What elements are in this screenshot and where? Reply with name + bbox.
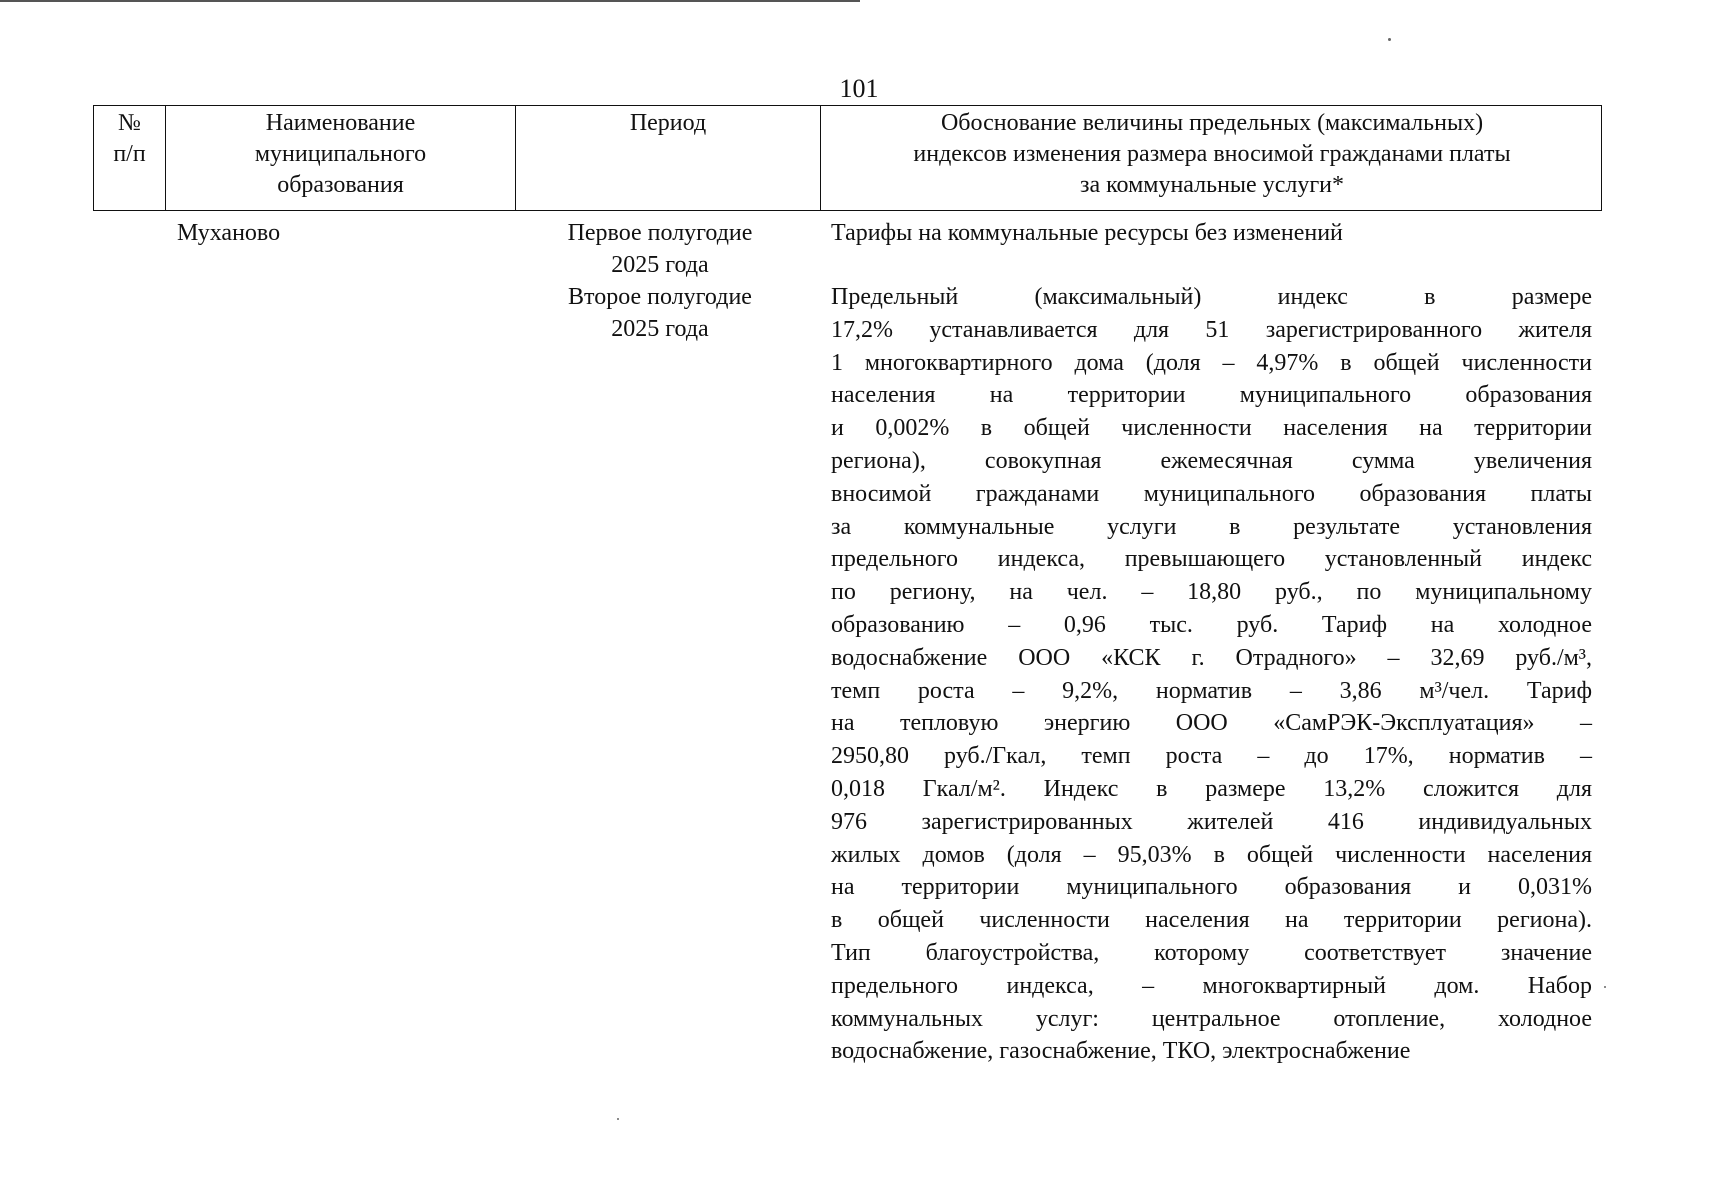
scan-speck <box>1604 986 1606 988</box>
justification-line <box>831 347 1592 380</box>
header-number-line: № <box>118 110 141 136</box>
justification-line <box>831 740 1592 773</box>
justification-line <box>831 609 1592 642</box>
page-number: 101 <box>839 74 879 103</box>
justification-line <box>831 707 1592 740</box>
header-justification-line: за коммунальные услуги* <box>1079 172 1345 198</box>
justification-line <box>831 839 1592 872</box>
justification-line-text: Тип благоустройства, которому соответствует значение <box>831 939 1592 966</box>
justification-line <box>831 642 1592 675</box>
header-municipality-line: муниципального <box>254 141 427 167</box>
justification-line <box>831 412 1592 445</box>
justification-line-text: за коммунальные услуги в результате установления <box>831 513 1592 540</box>
justification-line <box>831 1035 1592 1068</box>
justification-line <box>831 970 1592 1003</box>
justification-line <box>831 281 1592 314</box>
justification-line <box>831 445 1592 478</box>
header-municipality-line: Наименование <box>265 110 416 136</box>
justification-line-text: по региону, на чел. – 18,80 руб., по муниципальному <box>831 579 1592 606</box>
period-line: Первое полугодие <box>567 220 753 246</box>
justification-line-text: вносимой гражданами муниципального образования платы <box>831 480 1592 507</box>
justification-line <box>831 1003 1592 1036</box>
justification-line-text: 2950,80 руб./Гкал, темп роста – до 17%, норматив – <box>831 743 1592 770</box>
period-line: 2025 года <box>611 252 709 278</box>
justification-line-text: предельного индекса, – многоквартирный дом. Набор <box>831 972 1592 999</box>
period-first-half <box>550 217 770 281</box>
header-justification <box>821 106 1603 210</box>
municipality-name: Муханово <box>177 220 281 246</box>
justification-line <box>831 871 1592 904</box>
justification-line <box>831 937 1592 970</box>
justification-line-text: в общей численности населения на территории региона). <box>831 907 1592 934</box>
justification-line-text: жилых домов (доля – 95,03% в общей численности населения <box>831 841 1592 868</box>
header-justification-line: индексов изменения размера вносимой гражданами платы <box>913 141 1511 167</box>
period-line: 2025 года <box>611 316 709 342</box>
scan-speck <box>1388 38 1391 41</box>
justification-second-half <box>831 281 1592 1068</box>
justification-line-text: 976 зарегистрированных жителей 416 индивидуальных <box>831 808 1592 835</box>
justification-line <box>831 478 1592 511</box>
header-justification-line: Обоснование величины предельных (максимальных) <box>940 110 1484 136</box>
justification-line-text: и 0,002% в общей численности населения на территории <box>831 415 1592 442</box>
justification-line <box>831 675 1592 708</box>
justification-line-text: 1 многоквартирного дома (доля – 4,97% в общей численности <box>831 349 1592 376</box>
justification-line-text: на территории муниципального образования и 0,031% <box>831 874 1592 901</box>
header-period <box>516 106 821 210</box>
justification-line <box>831 379 1592 412</box>
justification-line-text: на тепловую энергию ООО «СамРЭК-Эксплуатация» – <box>831 710 1592 737</box>
scan-speck <box>617 1118 619 1120</box>
justification-line-text: темп роста – 9,2%, норматив – 3,86 м³/чел. Тариф <box>831 677 1592 704</box>
header-municipality-line: образования <box>277 172 404 198</box>
justification-line <box>831 806 1592 839</box>
justification-line-text: 17,2% устанавливается для 51 зарегистрированного жителя <box>831 316 1592 343</box>
period-second-half <box>550 281 770 345</box>
justification-first-half: Тарифы на коммунальные ресурсы без изменений <box>831 220 1343 246</box>
justification-line-text: региона), совокупная ежемесячная сумма увеличения <box>831 447 1592 474</box>
table-header <box>93 105 1602 211</box>
justification-line-text: водоснабжение ООО «КСК г. Отрадного» – 32,69 руб./м³, <box>831 644 1592 671</box>
justification-line-text: 0,018 Гкал/м². Индекс в размере 13,2% сложится для <box>831 775 1592 802</box>
justification-line-text: населения на территории муниципального образования <box>831 382 1592 409</box>
justification-line <box>831 773 1592 806</box>
justification-line <box>831 576 1592 609</box>
header-number <box>94 106 166 210</box>
scan-top-rule <box>0 0 860 2</box>
justification-line <box>831 543 1592 576</box>
justification-line-text: Предельный (максимальный) индекс в размере <box>831 284 1592 310</box>
justification-line <box>831 904 1592 937</box>
justification-line-text: водоснабжение, газоснабжение, ТКО, электроснабжение <box>831 1038 1411 1065</box>
justification-line-text: коммунальных услуг: центральное отопление, холодное <box>831 1005 1592 1032</box>
header-period-line: Период <box>629 110 707 136</box>
justification-line <box>831 314 1592 347</box>
header-number-line: п/п <box>113 141 146 167</box>
justification-line <box>831 511 1592 544</box>
justification-line-text: образованию – 0,96 тыс. руб. Тариф на холодное <box>831 611 1592 638</box>
period-line: Второе полугодие <box>568 284 752 310</box>
justification-line-text: предельного индекса, превышающего установленный индекс <box>831 546 1592 573</box>
header-municipality <box>166 106 516 210</box>
